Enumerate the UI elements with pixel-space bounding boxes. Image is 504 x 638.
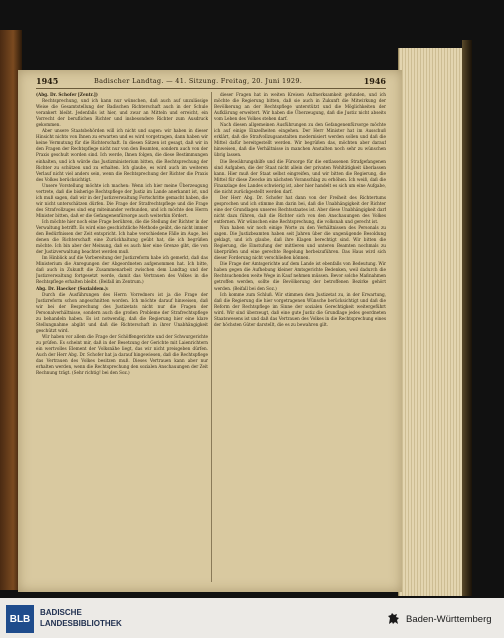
right-text-column [214,92,386,584]
text-paragraph: Der Herr Abg. Dr. Schofer hat dann von der Freiheit des Richtertums gesprochen und ich stimme ihm darin bei, daß die Unabhängigkeit der Richter eine der Grundlagen unseres Rechtsstaates ist. Aber diese Unabhängigkeit darf nicht dazu führen, daß die Richter sich von den Anschauungen des Volkes entfernen. Wir wünschen eine Rechtsprechung, die volksnah und gerecht ist. [214,194,386,224]
speaker-heading: (Abg. Dr. Schofer [Zentr.]) [36,92,98,97]
text-paragraph: Durch die Ausführungen des Herrn Vorredners ist ja die Frage der Justizreform schon angeschnitten worden. Ich möchte darauf hinweisen, daß wir bei der Besprechung des Justizetats nicht nur die Fragen der Personalverhältnisse, sondern auch die großen Probleme der Strafrechtspflege zu behandeln haben. Es ist notwendig, daß die Regierung hier eine klare Stellungnahme abgibt und daß die Richterschaft in ihrer Unabhängigkeit geschützt wird. [36,291,208,333]
left-text-column [36,92,208,584]
running-head [36,76,386,88]
left-page-number: 1945 [36,76,59,86]
text-paragraph: Nun haben wir noch einige Worte zu den Verhältnissen des Personals zu sagen. Die Justizbeamten haben seit Jahren über die ungenügende Besoldung geklagt, und ich glaube, daß ihre Klagen berechtigt sind. Wir bitten die Regierung, die Einstufung der mittleren und unteren Beamten nochmals zu überprüfen und eine gerechte Regelung herbeizuführen. Das Haus wird sich dieser Forderung nicht verschließen können. [214,225,386,261]
text-paragraph: Wir haben vor allem die Frage der Schöffengerichte und der Schwurgerichte zu prüfen. Es scheint mir, daß in der Besetzung der Gerichte mit Laienrichtern ein wertvolles Element der Volksnähe liegt, das wir nicht preisgeben dürfen. Auch der Herr Abg. Dr. Schofer hat ja darauf hingewiesen, daß die Rechtspflege das Vertrauen des Volkes besitzen muß. Dieses Vertrauen kann aber nur erhalten werden, wenn die Rechtsprechung den sozialen Anschauungen der Zeit Rechnung trägt. (Sehr richtig! bei den Soz.) [36,333,208,376]
text-paragraph: Rechtsprechung, und ich kann nur wünschen, daß auch auf unzulässige Weise die Gesamtstellung der Badischen Richterschaft auch in der Schule verankert bleibt. Jedenfalls ist hier, und zwar an Mitteln und erreicht, ein Vorrecht der beruflichen Richter und insbesondere Richter zum Ausdruck gekommen. [36,98,208,128]
header-rule [36,88,386,89]
book-cover-shadow [462,40,472,596]
text-paragraph: Die Bewährungshilfe und die Fürsorge für die entlassenen Strafgefangenen sind Aufgaben, die der Staat nicht allein der privaten Wohltätigkeit überlassen kann. Hier muß der Staat selbst eingreifen, und wir bitten die Regierung, die Mittel für diese Zwecke im nächsten Voranschlag zu erhöhen. Ich weiß, daß die Finanzlage des Landes schwierig ist, aber hier handelt es sich um eine Aufgabe, die nicht zurückgestellt werden darf. [214,158,386,194]
text-paragraph: Aber unsere Staatsbehörden will ich nicht und sagen: wir haben in dieser Hinsicht nichts von Ihnen zu erwarten und es wird vorgetragen, dann haben wir keine Vermutung für die Richterschaft. In diesen Sätzen ist gesagt, daß wir in den Fragen der Rechtspflege nicht nur von den Beamten, sondern auch von der Praxis geschult worden sind. Ich werde, Ihnen folgen, die diese Bestimmungen einhalten, und ich würde das Justizministerium bitten, die Rechtsprechung der Richter zu schützen und zu erhalten. Ich glaube, es wird auch im weiteren Verlauf nicht viel anders sein, wenn die Rechtsprechung der Richter die Praxis des Volkes berücksichtigt. [36,128,208,182]
page-stack-edge [398,48,465,596]
running-head-title: Badischer Landtag. — 41. Sitzung. Freitag, 20. Juni 1929. [94,77,303,85]
library-name-line1: BADISCHE [40,608,82,617]
text-paragraph: Unsere Vorstellung möchte ich machen: Wenn ich hier meine Überzeugung vertrete, daß die bisherige Rechtspflege der Justiz im Lande anerkannt ist, und ich muß sagen, daß wir in der Justizverwaltung Fortschritte gemacht haben, die wir nicht unterschätzen dürfen. Die Frage der Strafrechtspflege und die Frage des Strafvollzuges sind eng miteinander verbunden, und ich möchte den Herrn Minister bitten, daß er die Gefangenenfürsorge auch weiterhin fördert. [36,182,208,218]
text-paragraph: Die Frage der Amtsgerichte auf dem Lande ist ebenfalls von Bedeutung. Wir haben gegen die Aufhebung kleiner Amtsgerichte Bedenken, weil dadurch die Rechtsuchenden weite Wege in Kauf nehmen müssen. Bevor solche Maßnahmen getroffen werden, sollte die Bevölkerung der betroffenen Bezirke gehört werden. (Beifall bei den Soz.) [214,261,386,291]
text-paragraph: Ich möchte hier noch eine Frage berühren, die die Stellung der Richter in der Verwaltung betrifft. Es wird eine geschichtliche Methode geübt, die nicht immer den Bedürfnissen der Zeit entspricht. Ich habe verschiedene Fälle im Auge, bei denen die Richterschaft eine Zurückhaltung geübt hat, die ich begrüßen möchte. Ich bin aber der Meinung, daß es auch hier eine Grenze gibt, die von der Justizverwaltung beachtet werden muß. [36,218,208,255]
text-paragraph: Im Hinblick auf die Vorbereitung der Justizreform habe ich gemerkt, daß das Ministerium die Anregungen der Abgeordneten aufgenommen hat. Ich bitte, daß auch in Zukunft die Zusammenarbeit zwischen dem Landtag und der Justizverwaltung fortgesetzt werde, damit das Vertrauen des Volkes in die Rechtspflege erhalten bleibt. (Beifall im Zentrum.) [36,255,208,285]
baden-wuerttemberg-lion-icon [386,611,402,627]
state-name: Baden-Württemberg [406,614,492,625]
column-divider [211,92,212,582]
text-paragraph: dieser Fragen hat in weiten Kreisen Aufmerksamkeit gefunden, und ich möchte die Regierung bitten, daß sie auch in Zukunft die Mitwirkung der Bevölkerung an der Rechtspflege unterstützt und die Möglichkeiten der Aufklärung erweitert. Wir haben die Überzeugung, daß die Justiz nicht abseits vom Leben des Volkes stehen darf. [214,92,386,122]
text-paragraph: Ich komme zum Schluß. Wir stimmen dem Justizetat zu, in der Erwartung, daß die Regierung die hier vorgetragenen Wünsche berücksichtigt und daß die Reform der Rechtspflege im Sinne der sozialen Gerechtigkeit weitergeführt wird. Wir sind überzeugt, daß eine gute Justiz die Grundlage jedes geordneten Staatswesens ist und daß das Vertrauen des Volkes in die Rechtsprechung eines der höchsten Güter darstellt, die es zu bewahren gilt. [214,291,386,327]
library-name-line2: LANDESBIBLIOTHEK [40,619,122,628]
right-page-number: 1946 [363,76,386,86]
speaker-heading: Abg. Dr. Haecker (Sozialdem.): [36,285,109,291]
blb-logo: BLB [6,605,34,633]
text-paragraph: Nach diesen allgemeinen Ausführungen zu den Gefangenenfürsorge möchte ich auf einige Einzelheiten eingehen. Der Herr Minister hat im Ausschuß erklärt, daß die Strafvollzugsanstalten modernisiert werden sollen und daß die Mittel dafür bereitgestellt werden. Wir begrüßen das, möchten aber darauf hinweisen, daß die Verhältnisse in manchen Anstalten noch sehr zu wünschen übrig lassen. [214,122,386,158]
library-name [40,607,122,629]
document-page [18,70,402,592]
